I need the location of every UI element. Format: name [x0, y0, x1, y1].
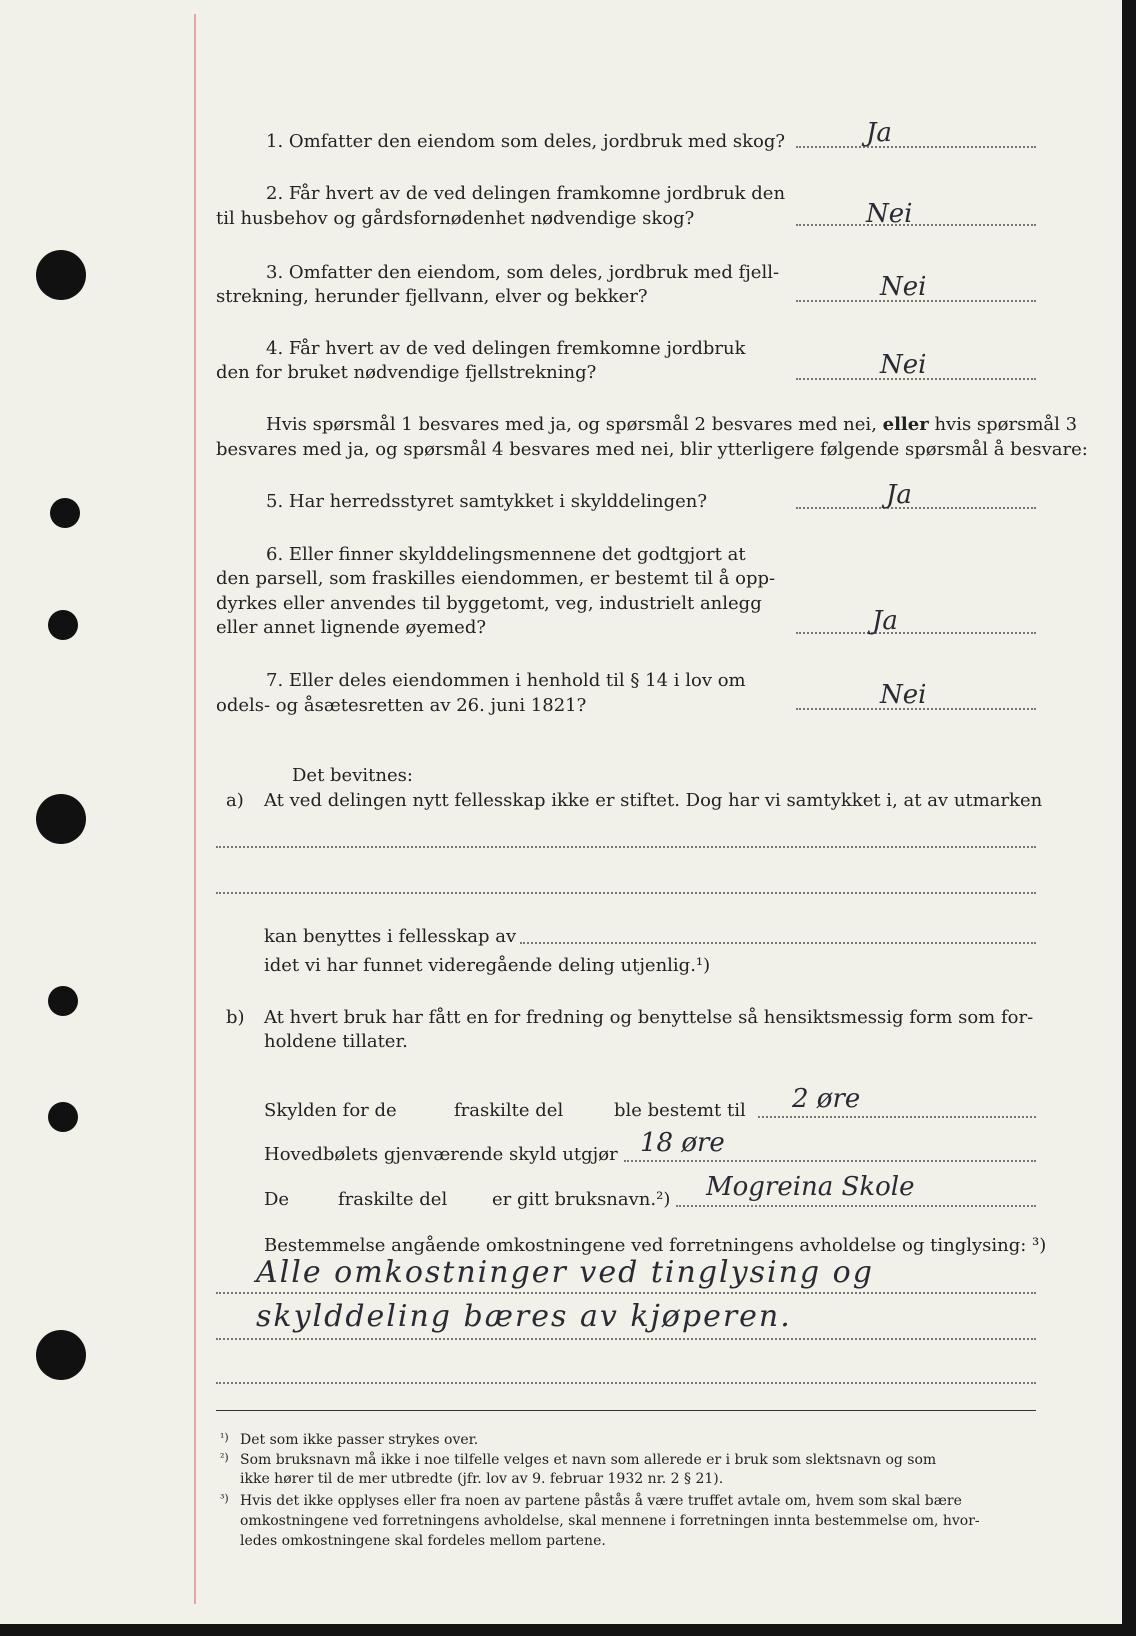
punch-hole	[36, 794, 86, 844]
answer-line-5	[796, 507, 1036, 509]
punch-hole	[36, 250, 86, 300]
answer-3: Nei	[880, 272, 927, 302]
question-5: 5. Har herredsstyret samtykket i skylddelingen?	[266, 491, 707, 512]
question-2-line-1: 2. Får hvert av de ved delingen framkomne jordbruk den	[266, 183, 786, 204]
margin-line	[194, 14, 196, 1604]
bruksnavn-label-b: fraskilte del	[338, 1189, 448, 1210]
punch-hole	[48, 1102, 78, 1132]
question-3-line-2: strekning, herunder fjellvann, elver og bekker?	[216, 286, 648, 307]
question-6-line-4: eller annet lignende øyemed?	[216, 617, 486, 638]
bestemmelse-line-2	[216, 1338, 1036, 1340]
footnote-2-line-1: Som bruksnavn må ikke i noe tilfelle velges et navn som allerede er i bruk som slektsnavn og som	[240, 1452, 937, 1468]
hovedbol-value: 18 øre	[640, 1128, 725, 1158]
condition-line-1	[266, 414, 1077, 436]
question-6-line-3: dyrkes eller anvendes til byggetomt, veg, industrielt anlegg	[216, 593, 762, 614]
footnote-2-line-2: ikke hører til de mer utbredte (jfr. lov av 9. februar 1932 nr. 2 § 21).	[240, 1471, 724, 1487]
footnote-rule	[216, 1410, 1036, 1411]
footnote-1: Det som ikke passer strykes over.	[240, 1432, 479, 1448]
item-b-line-2: holdene tillater.	[264, 1031, 408, 1052]
item-a-text: At ved delingen nytt fellesskap ikke er stiftet. Dog har vi samtykket i, at av utmarken	[264, 790, 1043, 811]
kan-benyttes-text: kan benyttes i fellesskap av	[264, 926, 517, 947]
answer-line-1	[796, 146, 1036, 148]
question-6-line-2: den parsell, som fraskilles eiendommen, er bestemt til å opp-	[216, 568, 776, 589]
condition-eller: eller	[882, 414, 929, 435]
item-b-label: b)	[226, 1007, 245, 1028]
answer-2: Nei	[866, 199, 913, 229]
question-7-line-1: 7. Eller deles eiendommen i henhold til § 14 i lov om	[266, 670, 746, 691]
hovedbol-label: Hovedbølets gjenværende skyld utgjør	[264, 1144, 618, 1165]
condition-line-2: besvares med ja, og spørsmål 4 besvares med nei, blir ytterligere følgende spørsmål å besvare:	[216, 439, 1088, 460]
idet-text: idet vi har funnet videregående deling utjenlig.¹)	[264, 955, 711, 976]
condition-text-c: hvis spørsmål 3	[928, 414, 1078, 435]
punch-hole	[48, 610, 78, 640]
blank-line	[216, 892, 1036, 894]
question-3-line-1: 3. Omfatter den eiendom, som deles, jordbruk med fjell-	[266, 262, 780, 283]
bestemmelse-label: Bestemmelse angående omkostningene ved forretningens avholdelse og tinglysing: ³)	[264, 1235, 1047, 1256]
skyld-label-c: ble bestemt til	[614, 1100, 746, 1121]
question-1: 1. Omfatter den eiendom som deles, jordbruk med skog?	[266, 131, 785, 152]
blank-line	[520, 942, 1036, 944]
answer-7: Nei	[880, 680, 927, 710]
skyld-value: 2 øre	[792, 1084, 861, 1114]
blank-line	[216, 846, 1036, 848]
scan-border-right	[1122, 0, 1136, 1636]
question-2-line-2: til husbehov og gårdsfornødenhet nødvendige skog?	[216, 208, 695, 229]
scan-border-bottom	[0, 1624, 1136, 1636]
answer-line-2	[796, 224, 1036, 226]
punch-hole	[48, 986, 78, 1016]
punch-hole	[50, 498, 80, 528]
bestemmelse-line-1	[216, 1292, 1036, 1294]
bruksnavn-value: Mogreina Skole	[706, 1172, 915, 1202]
question-7-line-2: odels- og åsætesretten av 26. juni 1821?	[216, 695, 587, 716]
footnote-3-line-3: ledes omkostningene skal fordeles mellom partene.	[240, 1533, 606, 1549]
bruksnavn-label-a: De	[264, 1189, 290, 1210]
punch-hole	[36, 1330, 86, 1380]
answer-1: Ja	[866, 118, 892, 148]
question-4-line-2: den for bruket nødvendige fjellstrekning?	[216, 362, 597, 383]
bruksnavn-label-c: er gitt bruksnavn.²)	[492, 1189, 671, 1210]
condition-text-a: Hvis spørsmål 1 besvares med ja, og spørsmål 2 besvares med nei,	[266, 414, 883, 435]
bestemmelse-text-1: Alle omkostninger ved tinglysing og	[256, 1255, 874, 1290]
answer-6: Ja	[872, 606, 898, 636]
footnote-3-line-2: omkostningene ved forretningens avholdelse, skal mennene i forretningen innta bestemmelse om, hvor-	[240, 1513, 980, 1529]
bestemmelse-text-2: skylddeling bæres av kjøperen.	[256, 1299, 792, 1334]
skyld-label-b: fraskilte del	[454, 1100, 564, 1121]
hovedbol-value-line	[624, 1160, 1036, 1162]
answer-5: Ja	[886, 480, 912, 510]
question-4-line-1: 4. Får hvert av de ved delingen fremkomne jordbruk	[266, 338, 746, 359]
answer-line-6	[796, 632, 1036, 634]
footnote-1-marker: ¹)	[220, 1431, 229, 1444]
skyld-value-line	[758, 1116, 1036, 1118]
item-a-label: a)	[226, 790, 244, 811]
footnote-3-marker: ³)	[220, 1492, 229, 1505]
bevitnes-heading: Det bevitnes:	[292, 765, 413, 786]
bruksnavn-value-line	[676, 1205, 1036, 1207]
skyld-label-a: Skylden for de	[264, 1100, 397, 1121]
bestemmelse-line-3	[216, 1382, 1036, 1384]
question-6-line-1: 6. Eller finner skylddelingsmennene det godtgjort at	[266, 544, 746, 565]
item-b-line-1: At hvert bruk har fått en for fredning og benyttelse så hensiktsmessig form som for-	[264, 1007, 1034, 1028]
footnote-3-line-1: Hvis det ikke opplyses eller fra noen av partene påstås å være truffet avtale om, hvem som skal bære	[240, 1493, 962, 1509]
footnote-2-marker: ²)	[220, 1451, 229, 1464]
answer-4: Nei	[880, 350, 927, 380]
